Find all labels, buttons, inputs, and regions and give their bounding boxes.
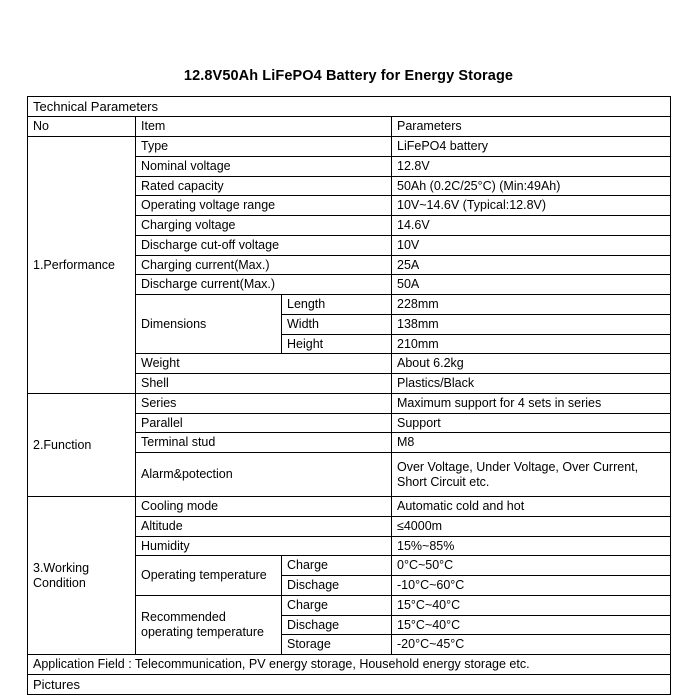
item-label: Cooling mode xyxy=(136,497,392,517)
item-value: Support xyxy=(392,413,671,433)
item-label: Nominal voltage xyxy=(136,156,392,176)
application-field-text: Application Field : Telecommunication, PV energy storage, Household energy storage etc. xyxy=(28,655,671,675)
item-value: ≤4000m xyxy=(392,516,671,536)
table-row xyxy=(28,137,671,157)
sub-label-charge: Charge xyxy=(282,556,392,576)
section-header-label: Technical Parameters xyxy=(28,97,671,117)
item-value: -10°C~60°C xyxy=(392,576,671,596)
sub-label-dischage: Dischage xyxy=(282,576,392,596)
item-label: Weight xyxy=(136,354,392,374)
group-label-function: 2.Function xyxy=(28,393,136,496)
sub-label-charge: Charge xyxy=(282,595,392,615)
item-label: Charging current(Max.) xyxy=(136,255,392,275)
item-value: About 6.2kg xyxy=(392,354,671,374)
item-label: Operating voltage range xyxy=(136,196,392,216)
item-value: 210mm xyxy=(392,334,671,354)
item-value: 0°C~50°C xyxy=(392,556,671,576)
sub-label-dischage: Dischage xyxy=(282,615,392,635)
item-value: 15°C~40°C xyxy=(392,615,671,635)
technical-parameters-table xyxy=(27,96,671,695)
item-label-recommended-operating-temperature: Recommended operating temperature xyxy=(136,595,282,654)
item-value: M8 xyxy=(392,433,671,453)
group-label-performance: 1.Performance xyxy=(28,137,136,394)
item-label: Parallel xyxy=(136,413,392,433)
item-label: Type xyxy=(136,137,392,157)
sub-label-length: Length xyxy=(282,295,392,315)
item-value: Over Voltage, Under Voltage, Over Current, Short Circuit etc. xyxy=(392,453,671,497)
item-value: Plastics/Black xyxy=(392,374,671,394)
item-label: Discharge cut-off voltage xyxy=(136,235,392,255)
item-value: 15°C~40°C xyxy=(392,595,671,615)
item-value: 228mm xyxy=(392,295,671,315)
table-row xyxy=(28,393,671,413)
item-label: Series xyxy=(136,393,392,413)
pictures-header-label: Pictures xyxy=(28,674,671,694)
item-value: Maximum support for 4 sets in series xyxy=(392,393,671,413)
item-label-operating-temperature: Operating temperature xyxy=(136,556,282,596)
item-label: Altitude xyxy=(136,516,392,536)
page-title: 12.8V50Ah LiFePO4 Battery for Energy Storage xyxy=(183,68,514,84)
item-label: Alarm&potection xyxy=(136,453,392,497)
item-value: 138mm xyxy=(392,314,671,334)
item-label: Rated capacity xyxy=(136,176,392,196)
application-field-row xyxy=(28,655,671,675)
column-header-no: No xyxy=(28,117,136,137)
item-value: 10V~14.6V (Typical:12.8V) xyxy=(392,196,671,216)
item-label: Terminal stud xyxy=(136,433,392,453)
table-column-headers xyxy=(28,117,671,137)
group-label-working-condition: 3.Working Condition xyxy=(28,497,136,655)
column-header-item: Item xyxy=(136,117,392,137)
item-value: 12.8V xyxy=(392,156,671,176)
item-value: 15%~85% xyxy=(392,536,671,556)
item-label: Humidity xyxy=(136,536,392,556)
item-value: 50Ah (0.2C/25°C) (Min:49Ah) xyxy=(392,176,671,196)
item-label: Discharge current(Max.) xyxy=(136,275,392,295)
item-label: Charging voltage xyxy=(136,216,392,236)
item-value: Automatic cold and hot xyxy=(392,497,671,517)
column-header-parameters: Parameters xyxy=(392,117,671,137)
item-value: -20°C~45°C xyxy=(392,635,671,655)
item-value: 14.6V xyxy=(392,216,671,236)
sub-label-storage: Storage xyxy=(282,635,392,655)
sub-label-width: Width xyxy=(282,314,392,334)
table-section-header xyxy=(28,97,671,117)
item-value: LiFePO4 battery xyxy=(392,137,671,157)
item-value: 25A xyxy=(392,255,671,275)
item-label-dimensions: Dimensions xyxy=(136,295,282,354)
table-row xyxy=(28,497,671,517)
sub-label-height: Height xyxy=(282,334,392,354)
item-label: Shell xyxy=(136,374,392,394)
item-value: 10V xyxy=(392,235,671,255)
pictures-section-header xyxy=(28,674,671,694)
item-value: 50A xyxy=(392,275,671,295)
